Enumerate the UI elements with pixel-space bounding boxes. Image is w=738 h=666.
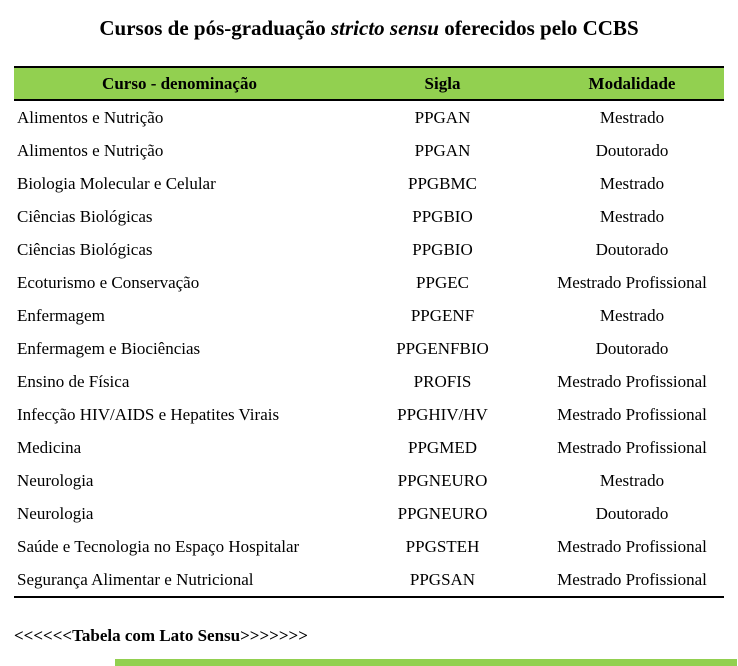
modalidade-cell: Mestrado Profissional <box>557 570 707 589</box>
table-row <box>14 200 724 233</box>
modalidade-cell: Mestrado Profissional <box>557 537 707 556</box>
courses-table-header <box>14 67 724 100</box>
page-title <box>0 13 738 43</box>
course-cell: Biologia Molecular e Celular <box>17 174 216 193</box>
header-curso: Curso - denominação <box>14 67 345 100</box>
courses-table-body <box>14 100 724 597</box>
modalidade-cell: Mestrado <box>599 108 665 127</box>
course-cell: Saúde e Tecnologia no Espaço Hospitalar <box>17 537 300 556</box>
course-cell: Neurologia <box>17 504 94 523</box>
modalidade-cell: Mestrado Profissional <box>557 273 707 292</box>
lato-sensu-note: <<<<<<Tabela com Lato Sensu>>>>>>> <box>14 626 308 645</box>
course-cell: Alimentos e Nutrição <box>17 141 164 160</box>
header-sigla: Sigla <box>345 67 540 100</box>
sigla-cell: PPGBMC <box>408 174 477 193</box>
table-row <box>14 431 724 464</box>
table-row <box>14 497 724 530</box>
modalidade-cell: Doutorado <box>595 141 669 160</box>
sigla-cell: PPGNEURO <box>397 504 488 523</box>
table-row <box>14 530 724 563</box>
sigla-cell: PROFIS <box>413 372 472 391</box>
course-cell: Enfermagem <box>17 306 105 325</box>
sigla-cell: PPGEC <box>416 273 469 292</box>
sigla-cell: PPGMED <box>408 438 477 457</box>
header-row <box>14 67 724 100</box>
modalidade-cell: Mestrado Profissional <box>557 438 707 457</box>
sigla-cell: PPGAN <box>414 141 471 160</box>
next-table-header-strip <box>115 659 737 666</box>
table-row <box>14 398 724 431</box>
modalidade-cell: Doutorado <box>595 339 669 358</box>
course-cell: Ecoturismo e Conservação <box>17 273 200 292</box>
page-title-prefix: Cursos de pós-graduação <box>99 16 331 40</box>
table-row <box>14 233 724 266</box>
modalidade-cell: Mestrado <box>599 306 665 325</box>
courses-table <box>14 66 724 598</box>
course-cell: Segurança Alimentar e Nutricional <box>17 570 254 589</box>
course-cell: Neurologia <box>17 471 94 490</box>
sigla-cell: PPGSAN <box>409 570 476 589</box>
modalidade-cell: Mestrado <box>599 471 665 490</box>
course-cell: Medicina <box>17 438 82 457</box>
modalidade-cell: Doutorado <box>595 240 669 259</box>
page-title-italic: stricto sensu <box>330 16 439 40</box>
table-row <box>14 464 724 497</box>
course-cell: Enfermagem e Biociências <box>17 339 201 358</box>
course-cell: Ciências Biológicas <box>17 207 153 226</box>
course-cell: Alimentos e Nutrição <box>17 108 164 127</box>
sigla-cell: PPGENF <box>410 306 475 325</box>
sigla-cell: PPGBIO <box>412 207 473 226</box>
header-modalidade: Modalidade <box>540 67 724 100</box>
modalidade-cell: Doutorado <box>595 504 669 523</box>
modalidade-cell: Mestrado <box>599 207 665 226</box>
sigla-cell: PPGENFBIO <box>396 339 489 358</box>
page-title-suffix: oferecidos pelo CCBS <box>438 16 639 40</box>
table-row <box>14 167 724 200</box>
course-cell: Infecção HIV/AIDS e Hepatites Virais <box>17 405 280 424</box>
course-cell: Ensino de Física <box>17 372 130 391</box>
table-row <box>14 134 724 167</box>
course-cell: Ciências Biológicas <box>17 240 153 259</box>
table-row <box>14 100 724 134</box>
table-row <box>14 563 724 597</box>
sigla-cell: PPGNEURO <box>397 471 488 490</box>
table-row <box>14 266 724 299</box>
sigla-cell: PPGHIV/HV <box>397 405 488 424</box>
table-row <box>14 299 724 332</box>
sigla-cell: PPGBIO <box>412 240 473 259</box>
sigla-cell: PPGAN <box>414 108 471 127</box>
table-row <box>14 365 724 398</box>
modalidade-cell: Mestrado <box>599 174 665 193</box>
sigla-cell: PPGSTEH <box>405 537 480 556</box>
table-row <box>14 332 724 365</box>
modalidade-cell: Mestrado Profissional <box>557 372 707 391</box>
modalidade-cell: Mestrado Profissional <box>557 405 707 424</box>
